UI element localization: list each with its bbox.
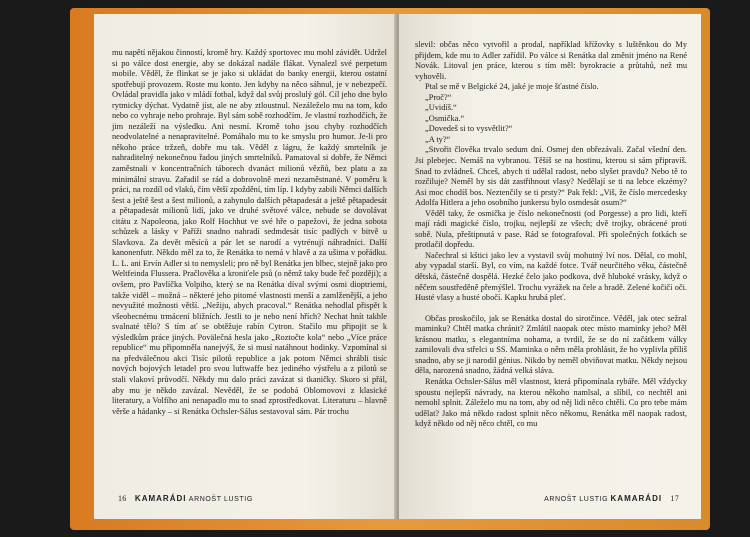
right-running-author: ARNOŠT LUSTIG <box>544 496 609 503</box>
left-running-author: ARNOŠT LUSTIG <box>188 496 253 503</box>
right-paragraph-10: Načechral si kštici jako lev a vystavil svůj mohutný lví nos. Dělal, co mohl, aby vypadal starší. Byl, co vím, na každé fotce. Tvář neurčitého věku, částečně dětská, částečně dospělá. Hezké čelo jako podkova, dvě hluboké vrásky, když o něčem soustředěně přemýšlel. Trochu vyrážek na čele a bradě. Zelené kočičí oči. Husté vlasy a husté obočí. Kapku hrubá pleť. <box>415 250 687 303</box>
right-paragraph-6: „Dovedeš si to vysvětlit?“ <box>425 124 513 134</box>
right-paragraph-11: Občas proskočilo, jak se Renátka dostal do sirotčince. Věděl, jak otec sežral maminku? Chtěl matka chránit? Zmlátil naopak otec místo maminky jeho? Měl krásnou matku, s elegantníma nohama, a tvrdil, že se do ní začátkem války zamilovali dva střelci u SS. Maminka o něm měla prohlásit, že ho vyplivla příliš snadno, aby se ji narodil génius. Nikdo by neměl obviňovat matku. Někdy nejsou děla, narozená snadno, žádná velká sláva. <box>415 313 687 376</box>
left-folio <box>112 494 253 503</box>
right-folio <box>544 494 685 503</box>
right-paragraph-12: Renátka Ochsler-Sálus měl vlastnost, která připomínala rybáře. Měl vždycky spoustu nejlepší návrady, na kterou někoho namlsal, a slíbil, co nechtěl ani nemohl splnit. Záleželo mu na tom, aby od něj lidi něco chtěli. Co pro tebe mám udělat? Jako má někdo radost splnit něco někomu, Renátka měl naopak radost, když někdo od něj něco chtěl, co mu <box>415 376 687 429</box>
left-running-title: KAMARÁDI <box>134 494 187 503</box>
right-page <box>399 14 701 519</box>
right-page-text <box>415 40 687 430</box>
right-paragraph-9: Věděl taky, že osmička je číslo nekonečnosti (od Porgesse) a pro lidi, kteří mají rádi magické číslo, trojku, nejlepší ze všech; dvě trojky, obrácené proti sobě. Nula, přeštipnutá v pase. Rád se fotografoval. Při společných fotkách se protlačil dopředu. <box>415 208 687 250</box>
left-page <box>94 14 397 519</box>
left-paragraph-1: mu napětí nějakou činností, kromě hry. Každý sportovec mu mohl závidět. Udržel si po válce dost energie, aby se dokázal nadále flákat. Vynalezl své perpetum mobile. Věděl, že flinkat se je jako si ukládat do banky energii, kterou ostatní spotřebují provozem. Roste mu konto. Jen kdyby na něco sáhnul, je v nebezpečí. Ovládal pravidla jako v mládí fotbal, když dal svůj proslulý gól. Cíl jeho dne bylo rytmicky dýchat. Vydatně jíst, ale ne aby ztloustnul. Nezáleželo mu na tom, kdo nebo co vyhraje nebo prohraje. Byl sám sobě rozhodčím. Je vlastní rozhodčích, že jim nezáleží na výsledku. Ani nesmí. Kromě toho jsou chyby rozhodčích neodvolatelné a nenapravitelné. Pomáhalo mu to ke smyslu pro humor. Je-li pro někoho práce tržzeň, dobře mu tak. Věděl z lágru, že každý smrtelník je nahraditelný nekonečnou řadou jiných smrtelníků. Pamatoval si dobře, že Němci zaměstnali v koncentračních táborech dvanáct milionů vězňů, bez platu a za minimální stravu. Zařadil se rád a dobrovolně mezi nezaměstnané. V poměru k práci, na rozdíl od vlaků, čím větší zpoždění, tím líp. I kdyby zabili Němci dalších šest a ještě šest a šest milionů, a zahynulo dalších pětapadesát a ještě pětapadesát a pětapadesát milionů lidí, jako ve druhé světové válce, nebude se dovolávat citátu z Napoleona, jako Rolf Hochhut ve své hře o papežovi, že jedna sobota schůzek a lásky v Paříži snadno nahradí sedmdesát tisíc padlých v bitvě u Slavkova. Za devět měsíců a pár let se narodí a vytrénují náhradníci. Další kanonenfutr. Někdo měl za to, že Renátka to nemá v hlavě a za ušima v pořádku. L. L. ani Ervín Adler si to nemysleli; pro ně byl Renátka jen blbec, stejně jako pro Weltfeinda Flussera. Pračlověka a kroniťele psů (o němž taky bude řeč později); a ovšem, pro Pavlíčka Volpiho, který se na Renátka díval svými osmi dioptriemi, takže viděl – možná – některé jeho pitomé vlastnosti menší a zamlženější, a jeho nevyužité možnosti větší. „Nežiju, abych pracoval.“ Renátka nehodlal přispět k všeobecnému trmácení bližních. Jestli to je nebo není hřích? Nechat hnít takhle svalnaté tělo? S tím ať se obtěžuje rabín Cytron. Stačilo mu připojit se k výsledkům práce jiných. Povälečná hesla jako „Roztočte kola“ nebo „Více práce republice“ mu připomněla nanejvýš, že si musí natáhnout hodinky. Vzpomínal si na předválečnou akci Tisíc pilotů republice a jak potom Němci shrábli tisíc nových bojových letadel pro svou luftwaffe bez jediného výstřelu a z pilotů se stali vlakoví průvodčí. Někdy mu dalo práci zavázat si tkaničky. Skoro si přál, aby mu je někdo zavázal. Nevěděl, že se podobá Oblomovovi z klasické literatury, a Volfího ani nenapadlo mu to snad zprostředkovat. Literaturu – hlavně věrše a hádanky – si Renátka Ochsler-Sálus sestavoval sám. Pár trochu <box>112 48 387 416</box>
left-page-text <box>112 48 387 417</box>
right-paragraph-7: „A ty?“ <box>425 134 451 144</box>
right-running-title: KAMARÁDI <box>610 494 663 503</box>
right-paragraph-5: „Osmička.“ <box>425 113 465 123</box>
right-paragraph-2: Ptal se mě v Belgické 24, jaké je moje šťastné číslo. <box>425 82 599 92</box>
right-page-number: 17 <box>670 494 679 503</box>
right-paragraph-1: slevil: občas něco vytvořil a prodal, například křížovky s luštěnkou do My přijdem, kde mu to Adler zařídil. Po válce si Renátka dal změnit jméno na René Novák. Litoval jen práce, kterou s tím měl: byrokracie a průtahů, než mu vyhověli. <box>415 40 687 81</box>
left-page-number: 16 <box>118 494 127 503</box>
right-paragraph-4: „Uvidíš.“ <box>425 103 457 113</box>
right-paragraph-3: „Proč?“ <box>425 92 452 102</box>
right-paragraph-8: „Stvořit člověka trvalo sedum dní. Osmej den obřezávali. Začal všední den. Jsi plebejec. Nemáš na vybranou. Těšíš se na hostinu, kterou si sám připravíš. Snad to zvládneš. Chceš, abych ti udělal radost, nebo slyšet pravdu? Nebo tě to rozčiluje? Neměl by sis dát zastřihnout vlasy? Nedělají se ti na lebce ekzémy? Asi moc chodíš bos. Neztenčily se ti prsty?“ Pak řekl: „Viš, že číslo mercedesky Adolfa Hitlera a jeho osobního junkersu bylo osmdesát osum?“ <box>415 145 687 208</box>
